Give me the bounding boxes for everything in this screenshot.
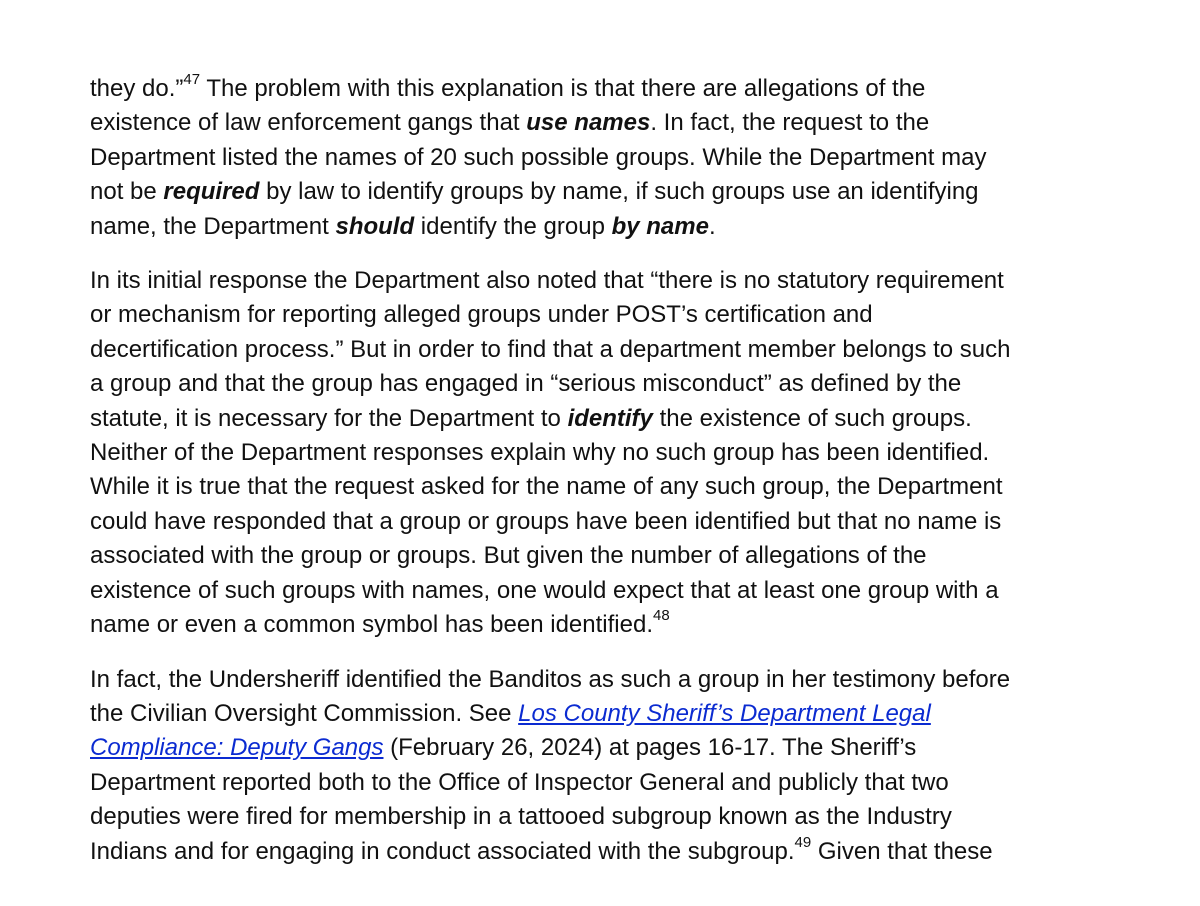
emphasis-text: should [335, 212, 415, 240]
footnote-ref-49[interactable]: 49 [794, 833, 812, 851]
text-line [90, 766, 1090, 800]
text-run: . [708, 212, 716, 240]
text-run: (February 26, 2024) at pages 16-17. The Sheriff’s [383, 734, 917, 762]
text-line [90, 72, 1090, 106]
text-run: a group and that the group has engaged in “serious misconduct” as defined by the [90, 370, 962, 398]
paragraph-3 [90, 663, 1090, 869]
text-line [90, 697, 1090, 731]
paragraph-2 [90, 264, 1090, 642]
text-line [90, 436, 1090, 470]
text-run: deputies were fired for membership in a tattooed subgroup known as the Industry [90, 803, 952, 831]
text-run: the Civilian Oversight Commission. See [90, 699, 519, 727]
text-run: In its initial response the Department also noted that “there is no statutory requirement [90, 267, 1004, 295]
text-line [90, 367, 1090, 401]
text-run: the existence of such groups. [652, 404, 972, 432]
emphasis-text: by name [611, 212, 709, 240]
text-line [90, 106, 1090, 140]
text-line [90, 298, 1090, 332]
text-line [90, 175, 1090, 209]
emphasis-text: required [163, 178, 260, 206]
text-run: . In fact, the request to the [650, 109, 930, 137]
text-run: name or even a common symbol has been identified. [90, 611, 653, 639]
text-run: Indians and for engaging in conduct associated with the subgroup. [90, 837, 795, 865]
text-line [90, 264, 1090, 298]
text-line [90, 663, 1090, 697]
text-line [90, 800, 1090, 834]
text-run: existence of law enforcement gangs that [90, 109, 527, 137]
text-run: name, the Department [90, 212, 336, 240]
text-line [90, 539, 1090, 573]
text-run: associated with the group or groups. But given the number of allegations of the [90, 542, 927, 570]
text-line [90, 402, 1090, 436]
text-run: Given that these [811, 837, 993, 865]
text-run: by law to identify groups by name, if such groups use an identifying [259, 178, 979, 206]
emphasis-text: use names [526, 109, 651, 137]
footnote-ref-47[interactable]: 47 [183, 71, 201, 88]
text-run: Department listed the names of 20 such possible groups. While the Department may [90, 143, 987, 171]
text-line [90, 835, 1090, 869]
text-line [90, 505, 1090, 539]
report-link[interactable]: Los County Sheriff’s Department Legal [518, 699, 931, 727]
text-run: Neither of the Department responses explain why no such group has been identified. [90, 439, 990, 467]
footnote-ref-48[interactable]: 48 [652, 607, 670, 625]
text-line [90, 574, 1090, 608]
report-link[interactable]: Compliance: Deputy Gangs [90, 734, 384, 762]
text-line [90, 731, 1090, 765]
text-run: Department reported both to the Office of Inspector General and publicly that two [90, 768, 949, 796]
text-line [90, 333, 1090, 367]
text-run: not be [90, 178, 164, 206]
text-line [90, 608, 1090, 642]
text-run: or mechanism for reporting alleged groups under POST’s certification and [90, 301, 873, 329]
emphasis-text: identify [567, 404, 653, 432]
paragraph-1 [90, 72, 1090, 244]
text-run: identify the group [414, 212, 612, 240]
text-run: In fact, the Undersheriff identified the Banditos as such a group in her testimony before [90, 665, 1011, 693]
text-run: While it is true that the request asked for the name of any such group, the Department [90, 473, 1003, 501]
text-run: decertification process.” But in order to find that a department member belongs to such [90, 335, 1011, 363]
text-line [90, 470, 1090, 504]
text-run: they do.” [90, 75, 184, 102]
text-line [90, 210, 1090, 244]
text-line [90, 141, 1090, 175]
text-run: existence of such groups with names, one would expect that at least one group with a [90, 576, 999, 604]
document-page [90, 72, 1090, 889]
text-run: The problem with this explanation is that there are allegations of the [200, 75, 926, 102]
text-run: statute, it is necessary for the Department to [90, 404, 568, 432]
text-run: could have responded that a group or groups have been identified but that no name is [90, 507, 1002, 535]
